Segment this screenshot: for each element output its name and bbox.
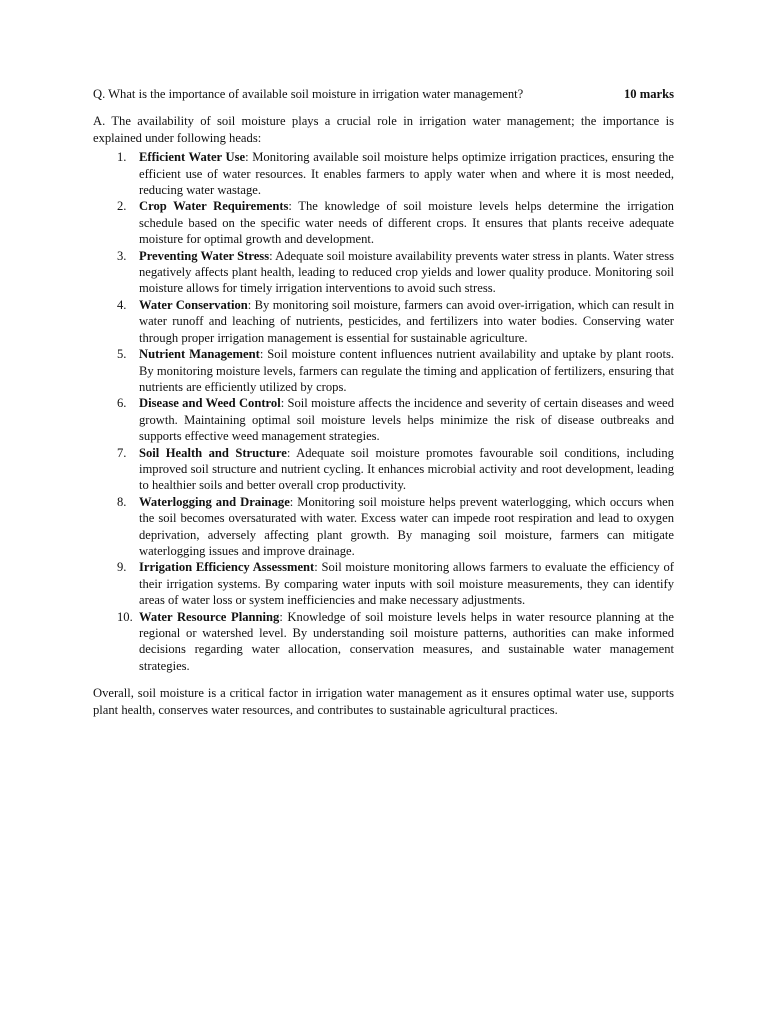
list-item-text: : The knowledge of soil moisture levels helps determine the irrigation schedule based on the specific water needs of different crops. It ensures that plants receive adequate moisture for optimal growth and development. [139, 199, 674, 247]
list-item-body [139, 609, 674, 675]
list-item-body [139, 559, 674, 608]
answer-intro: A. The availability of soil moisture plays a crucial role in irrigation water management; the importance is explained under following heads: [93, 114, 674, 145]
list-item-text: : Knowledge of soil moisture levels helps in water resource planning at the regional or watershed level. By understanding soil moisture patterns, authorities can make informed decisions regarding water allocation, conservation measures, and sustainable water management strategies. [139, 609, 674, 673]
list-item-number: 8. [117, 494, 127, 509]
list-item-heading: Efficient Water Use [139, 150, 246, 165]
list-item-text: : Adequate soil moisture promotes favourable soil conditions, including improved soil structure and nutrient cycling. It enhances microbial activity and root development, leading to healthier soils and better overall crop productivity. [139, 445, 674, 493]
list-item [93, 494, 674, 560]
list-item-number: 10. [117, 609, 133, 624]
list-item-heading: Water Resource Planning [139, 609, 280, 624]
question-line [93, 86, 674, 102]
list-item [93, 248, 674, 297]
list-item-number: 2. [117, 199, 127, 214]
list-item-text: : Soil moisture content influences nutrient availability and uptake by plant roots. By monitoring moisture levels, farmers can regulate the timing and application of fertilizers, ensuring that nutrients are efficiently utilized by crops. [139, 347, 675, 394]
list-item [93, 297, 674, 346]
list-item [93, 149, 674, 198]
list-item [93, 346, 674, 395]
list-item [93, 445, 674, 494]
list-item-number: 7. [117, 445, 127, 460]
list-item-text: : By monitoring soil moisture, farmers can avoid over-irrigation, which can result in water runoff and leaching of nutrients, pesticides, and fertilizers into water bodies. Conserving water through proper irrigation management is essential for sustainable agriculture. [139, 297, 674, 345]
list-item-text: : Monitoring available soil moisture helps optimize irrigation practices, ensuring the efficient use of water resources. It enables farmers to apply water when and where it is most needed, reducing water wastage. [139, 150, 674, 198]
list-item-body [139, 494, 674, 560]
list-item-number: 6. [117, 396, 127, 411]
list-item-text: : Adequate soil moisture availability prevents water stress in plants. Water stress negatively affects plant health, leading to reduced crop yields and lower quality produce. Monitoring soil moisture allows for timely irrigation interventions to avoid such stress. [139, 248, 674, 296]
list-item-heading: Water Conservation [139, 297, 248, 312]
list-item-heading: Soil Health and Structure [139, 445, 287, 460]
list-item-body [139, 248, 674, 297]
list-item-number: 3. [117, 248, 127, 263]
list-item-heading: Waterlogging and Drainage [139, 494, 290, 509]
list-item-heading: Crop Water Requirements [139, 199, 289, 214]
list-item-text: : Soil moisture monitoring allows farmers to evaluate the efficiency of their irrigation systems. By comparing water inputs with soil moisture measurements, they can identify areas of water loss or system inefficiencies and make necessary adjustments. [139, 560, 674, 608]
list-item-number: 5. [117, 347, 127, 362]
list-item-number: 9. [117, 560, 127, 575]
list-item-heading: Preventing Water Stress [139, 248, 270, 263]
list-item [93, 198, 674, 247]
list-item-heading: Disease and Weed Control [139, 396, 281, 411]
list-item-heading: Irrigation Efficiency Assessment [139, 560, 315, 575]
list-item-body [139, 445, 674, 494]
list-item [93, 559, 674, 608]
list-item-heading: Nutrient Management [139, 347, 260, 362]
list-item-body [139, 297, 674, 346]
points-list [93, 149, 674, 674]
list-item-body [139, 395, 674, 444]
document-page [93, 86, 674, 718]
list-item-body [139, 346, 674, 395]
list-item-number: 4. [117, 297, 127, 312]
conclusion-paragraph: Overall, soil moisture is a critical factor in irrigation water management as it ensures optimal water use, supports plant health, conserves water resources, and contributes to sustainable agricultural practices. [93, 686, 674, 717]
list-item [93, 395, 674, 444]
list-item-number: 1. [117, 150, 127, 165]
question-marks: 10 marks [623, 87, 674, 101]
list-item-body [139, 149, 674, 198]
list-item-body [139, 198, 674, 247]
list-item [93, 609, 674, 675]
list-item-text: : Monitoring soil moisture helps prevent waterlogging, which occurs when the soil becomes oversaturated with water. Excess water can impede root respiration and lead to oxygen deprivation, adversely affecting plant growth. By managing soil moisture, farmers can mitigate waterlogging issues and improve drainage. [139, 494, 674, 558]
list-item-text: : Soil moisture affects the incidence and severity of certain diseases and weed growth. Maintaining optimal soil moisture levels helps minimize the risk of disease outbreaks and supports effective weed management strategies. [139, 396, 674, 444]
question-text: Q. What is the importance of available soil moisture in irrigation water management? [93, 87, 524, 101]
